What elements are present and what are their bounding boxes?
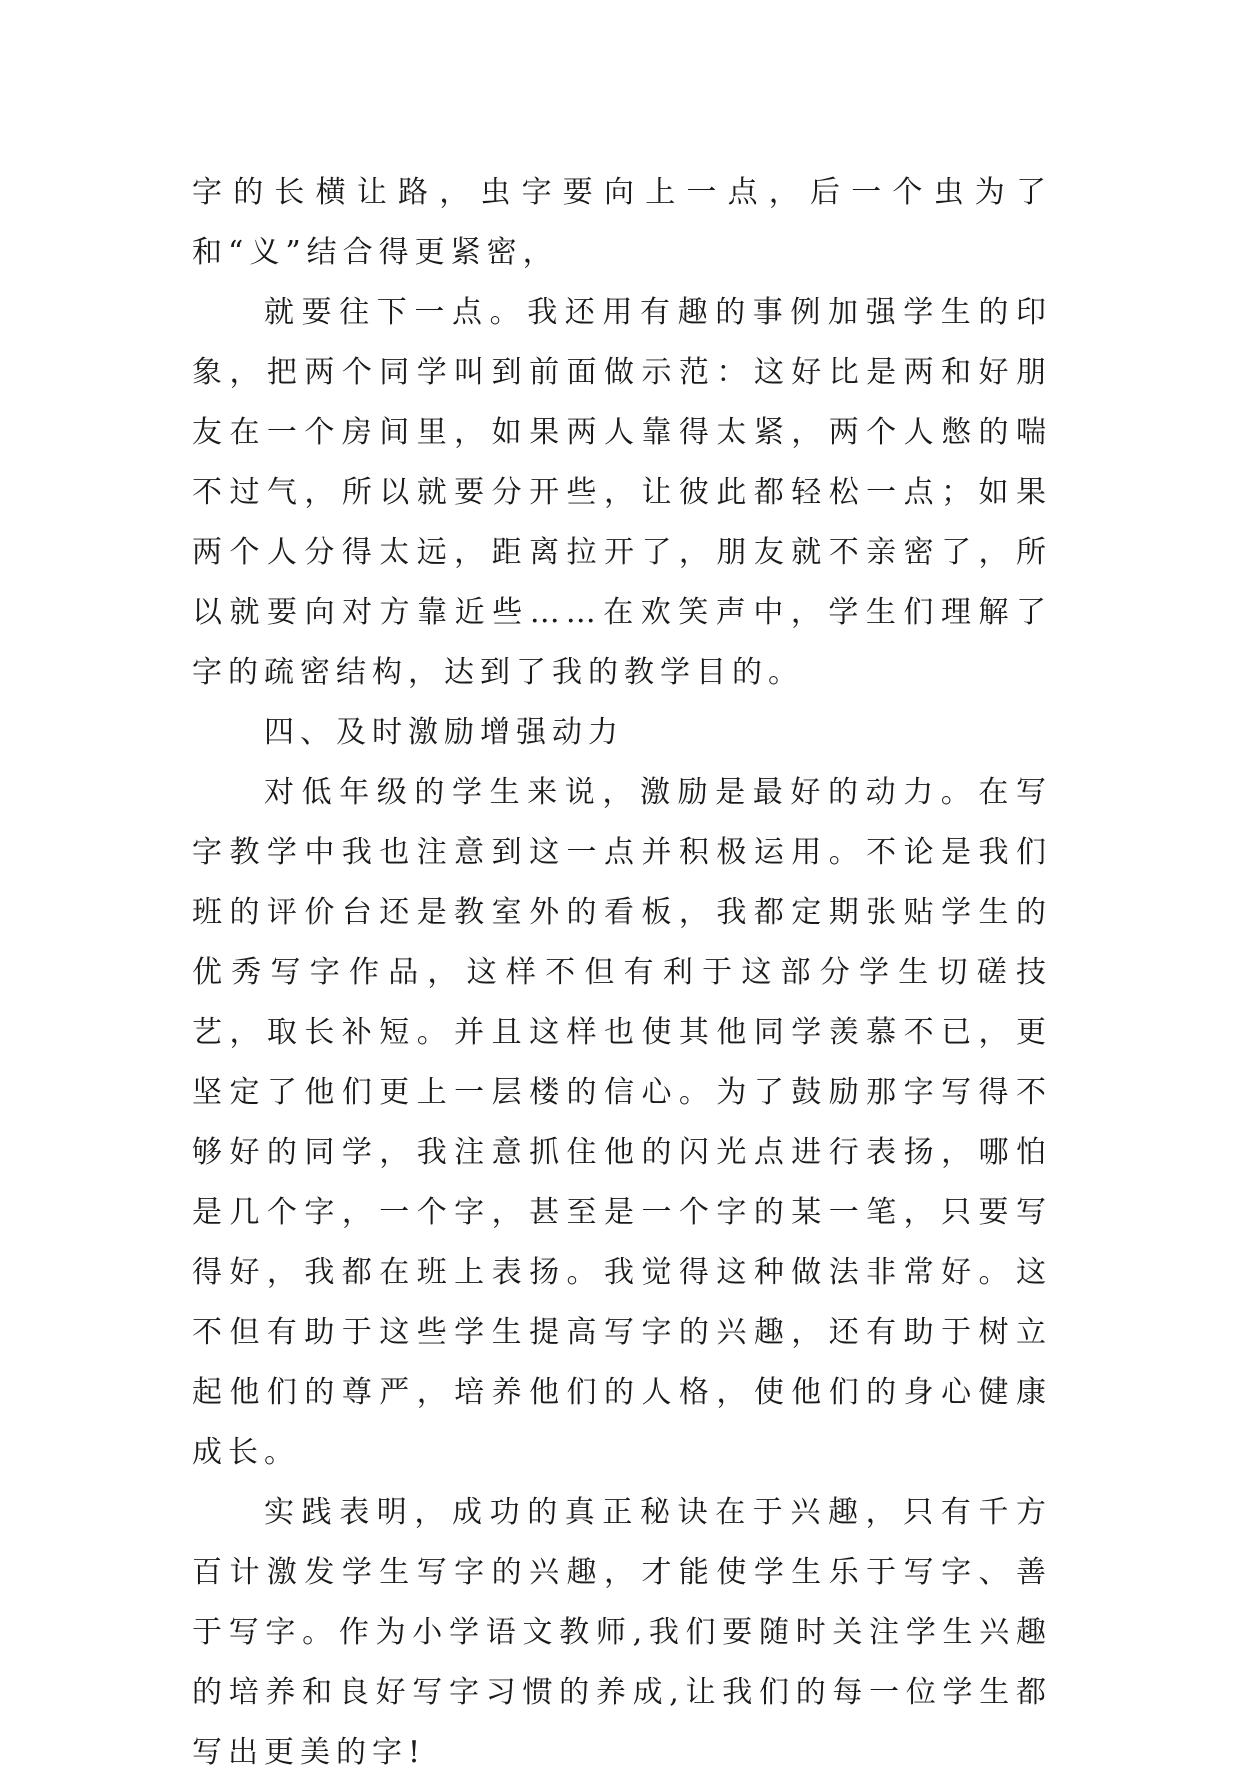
section-heading: 四、及时激励增强动力 xyxy=(264,715,624,750)
paragraph-example: 就要往下一点。我还用有趣的事例加强学生的印象，把两个同学叫到前面做示范：这好比是两和好朋友在一个房间里，如果两人靠得太紧，两个人憋的喘不过气，所以就要分开些，让彼此都轻松一点；如果两个人分得太远，距离拉开了，朋友就不亲密了，所以就要向对方靠近些……在欢笑声中，学生们理解了字的疏密结构，达到了我的教学目的。 xyxy=(192,295,1052,690)
paragraph-motivation: 对低年级的学生来说，激励是最好的动力。在写字教学中我也注意到这一点并积极运用。不论是我们班的评价台还是教室外的看板，我都定期张贴学生的优秀写字作品，这样不但有利于这部分学生切磋技艺，取长补短。并且这样也使其他同学羡慕不已，更坚定了他们更上一层楼的信心。为了鼓励那字写得不够好的同学，我注意抓住他的闪光点进行表扬，哪怕是几个字，一个字，甚至是一个字的某一笔，只要写得好，我都在班上表扬。我觉得这种做法非常好。这不但有助于这些学生提高写字的兴趣，还有助于树立起他们的尊严，培养他们的人格，使他们的身心健康成长。 xyxy=(192,775,1052,1470)
document-body xyxy=(192,163,1052,1783)
paragraph-continuation: 字的长横让路，虫字要向上一点，后一个虫为了和“义”结合得更紧密， xyxy=(192,175,1052,270)
paragraph-conclusion: 实践表明，成功的真正秘诀在于兴趣，只有千方百计激发学生写字的兴趣，才能使学生乐于写字、善于写字。作为小学语文教师,我们要随时关注学生兴趣的培养和良好写字习惯的养成,让我们的每一位学生都写出更美的字! xyxy=(192,1495,1052,1770)
